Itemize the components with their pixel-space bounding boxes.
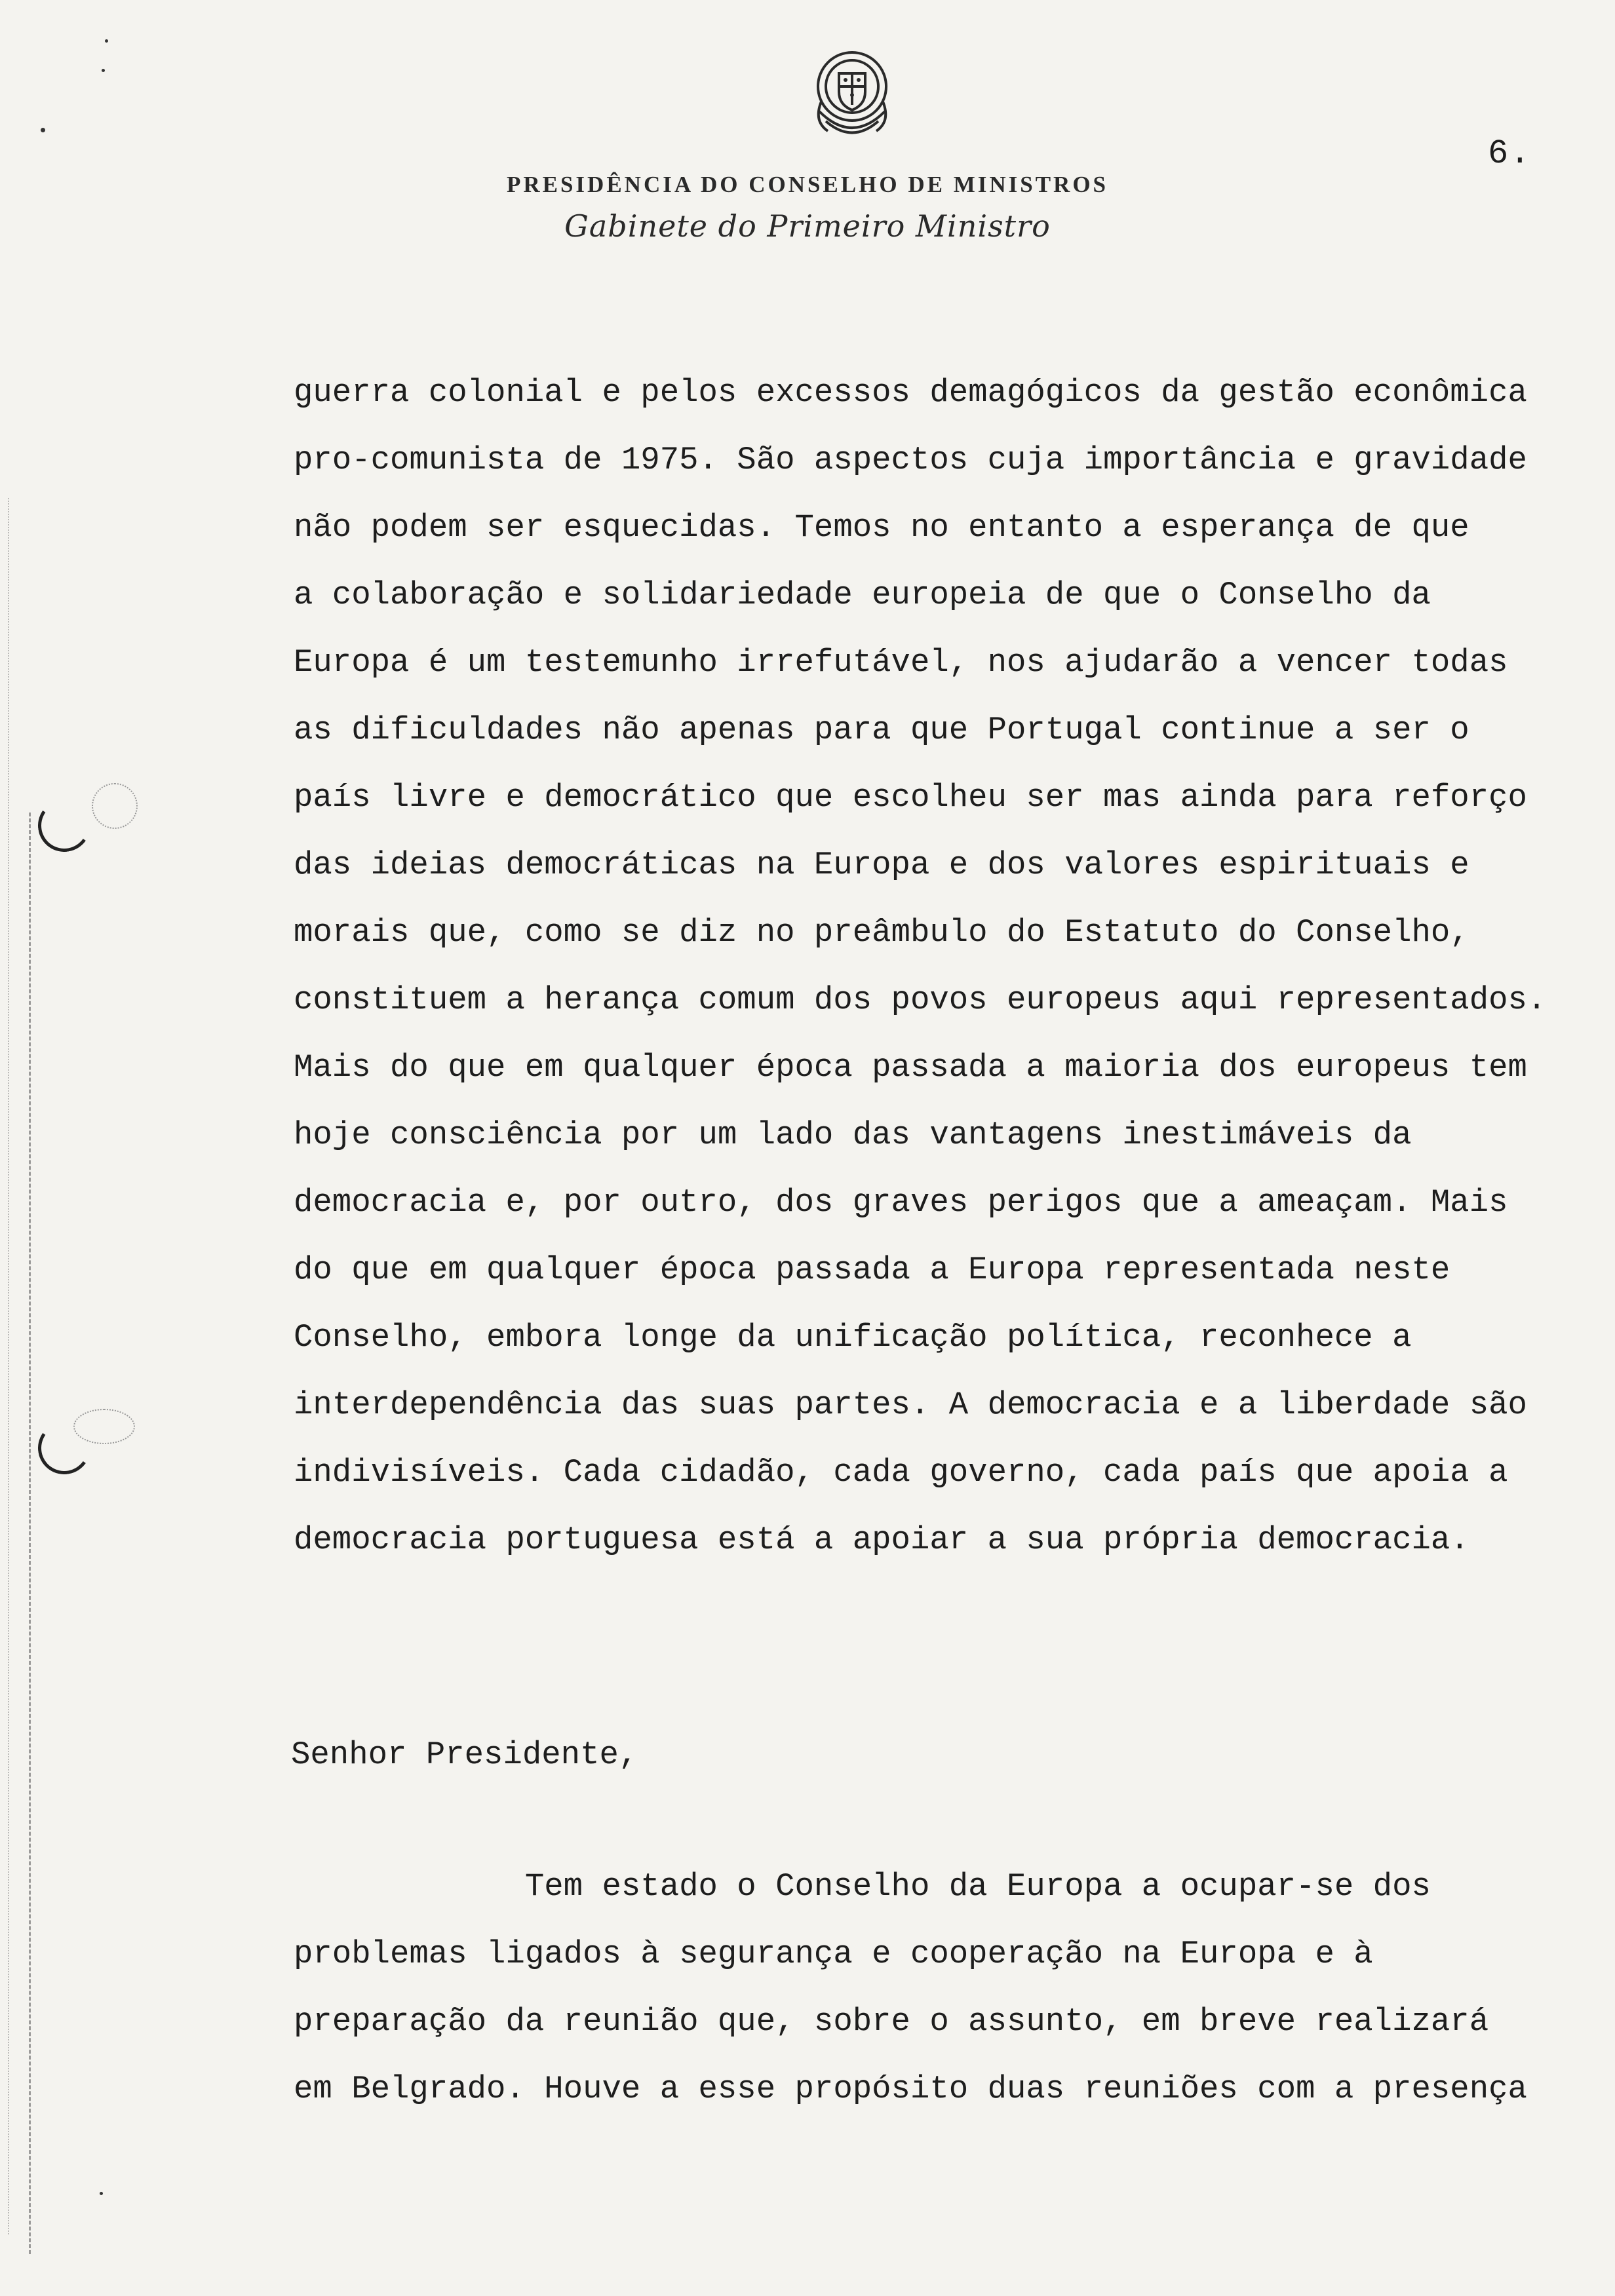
text-line: hoje consciência por um lado das vantagens inestimáveis da: [294, 1117, 1412, 1153]
letterhead-cabinet: Gabinete do Primeiro Ministro: [564, 208, 1051, 244]
scan-speck: [41, 128, 45, 132]
scan-speck: [105, 39, 108, 43]
text-line: das ideias democráticas na Europa e dos valores espirituais e: [294, 847, 1469, 883]
text-line: pro-comunista de 1975. São aspectos cuja importância e gravidade: [294, 442, 1527, 478]
binding-edge-mark: [8, 498, 13, 2234]
scan-speck: [102, 69, 105, 72]
text-line: democracia portuguesa está a apoiar a sua própria democracia.: [294, 1521, 1469, 1558]
text-line: Europa é um testemunho irrefutável, nos ajudarão a vencer todas: [294, 644, 1508, 681]
text-line: guerra colonial e pelos excessos demagógicos da gestão econômica: [294, 374, 1527, 411]
text-line: em Belgrado. Houve a esse propósito duas reuniões com a presença: [294, 2071, 1527, 2107]
portuguese-coat-of-arms-icon: [796, 39, 908, 157]
punch-hole-ring: [92, 783, 138, 829]
text-line: Mais do que em qualquer época passada a maioria dos europeus tem: [294, 1049, 1527, 1086]
text-line: constituem a herança comum dos povos europeus aqui representados.: [294, 982, 1547, 1018]
text-line: interdependência das suas partes. A democracia e a liberdade são: [294, 1387, 1527, 1423]
text-line: Tem estado o Conselho da Europa a ocupar-se dos: [294, 1868, 1431, 1905]
text-line: indivisíveis. Cada cidadão, cada governo, cada país que apoia a: [294, 1454, 1508, 1491]
scan-speck: [100, 2192, 103, 2195]
text-line: país livre e democrático que escolheu ser mas ainda para reforço: [294, 779, 1527, 816]
text-line: morais que, como se diz no preâmbulo do Estatuto do Conselho,: [294, 914, 1469, 951]
letterhead-institution: PRESIDÊNCIA DO CONSELHO DE MINISTROS: [506, 172, 1109, 197]
salutation: Senhor Presidente,: [291, 1736, 638, 1773]
text-line: Conselho, embora longe da unificação política, reconhece a: [294, 1319, 1412, 1356]
text-line: problemas ligados à segurança e cooperação na Europa e à: [294, 1936, 1373, 1972]
punch-hole-ring: [73, 1409, 135, 1444]
page-number: 6.: [1488, 134, 1532, 173]
text-line: as dificuldades não apenas para que Portugal continue a ser o: [294, 712, 1469, 748]
binding-edge-mark: [29, 813, 35, 2254]
text-line: preparação da reunião que, sobre o assunto, em breve realizará: [294, 2003, 1489, 2040]
text-line: democracia e, por outro, dos graves perigos que a ameaçam. Mais: [294, 1184, 1508, 1221]
text-line: não podem ser esquecidas. Temos no entanto a esperança de que: [294, 509, 1469, 546]
punch-hole-mark: [34, 795, 95, 856]
text-line: do que em qualquer época passada a Europa representada neste: [294, 1252, 1450, 1288]
text-line: a colaboração e solidariedade europeia de que o Conselho da: [294, 577, 1431, 613]
